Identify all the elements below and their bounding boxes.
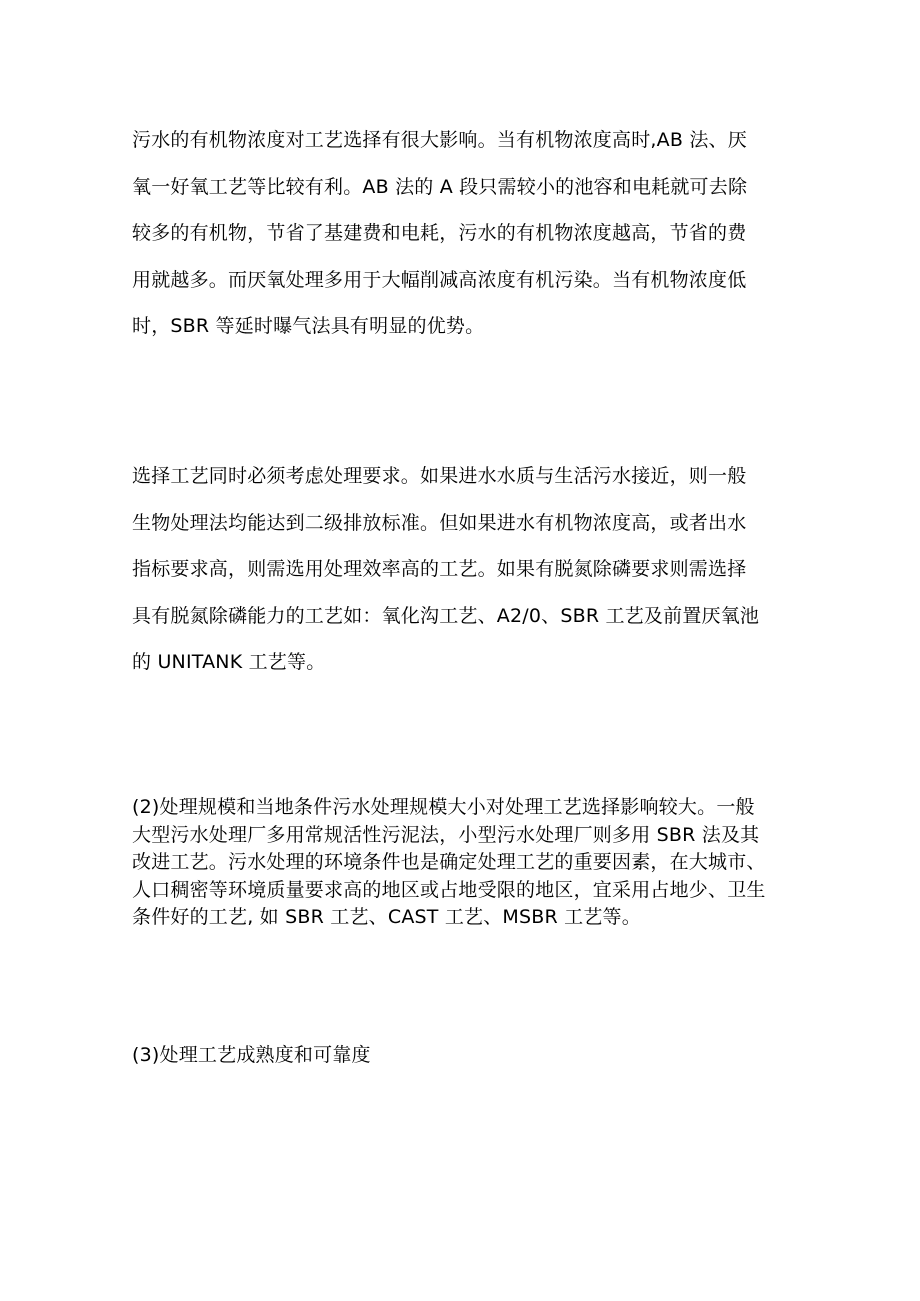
- text-line: 时，SBR 等延时曝气法具有明显的优势。: [132, 315, 485, 337]
- text-line: 条件好的工艺, 如 SBR 工艺、CAST 工艺、MSBR 工艺等。: [132, 906, 641, 928]
- text-line: 选择工艺同时必须考虑处理要求。如果进水水质与生活污水接近，则一般: [132, 465, 747, 487]
- text-line: 大型污水处理厂多用常规活性污泥法，小型污水处理厂则多用 SBR 法及其: [132, 823, 760, 846]
- text-line: (3)处理工艺成熟度和可靠度: [132, 1044, 371, 1066]
- text-line: 指标要求高，则需选用处理效率高的工艺。如果有脱氮除磷要求则需选择: [132, 558, 747, 580]
- paragraph-treatment-requirements: [132, 453, 792, 686]
- paragraph-organic-concentration: [132, 117, 792, 350]
- section-heading-maturity-reliability: [132, 1042, 792, 1070]
- paragraph-scale-and-conditions: [132, 794, 792, 932]
- text-line: 污水的有机物浓度对工艺选择有很大影响。当有机物浓度高时,AB 法、厌: [132, 129, 747, 151]
- text-line: 较多的有机物，节省了基建费和电耗，污水的有机物浓度越高，节省的费: [132, 222, 747, 244]
- text-line: 氧一好氧工艺等比较有利。AB 法的 A 段只需较小的池容和电耗就可去除: [132, 175, 748, 198]
- text-line: 具有脱氮除磷能力的工艺如：氧化沟工艺、A2/0、SBR 工艺及前置厌氧池: [132, 604, 760, 627]
- text-line: 生物处理法均能达到二级排放标准。但如果进水有机物浓度高，或者出水: [132, 511, 747, 534]
- text-line: 用就越多。而厌氧处理多用于大幅削减高浓度有机污染。当有机物浓度低: [132, 268, 747, 291]
- text-line: 人口稠密等环境质量要求高的地区或占地受限的地区，宜采用占地少、卫生: [132, 878, 766, 901]
- text-line: 改进工艺。污水处理的环境条件也是确定处理工艺的重要因素，在大城市、: [132, 851, 766, 873]
- text-line: (2)处理规模和当地条件污水处理规模大小对处理工艺选择影响较大。一般: [132, 796, 755, 818]
- text-line: 的 UNITANK 工艺等。: [132, 651, 326, 673]
